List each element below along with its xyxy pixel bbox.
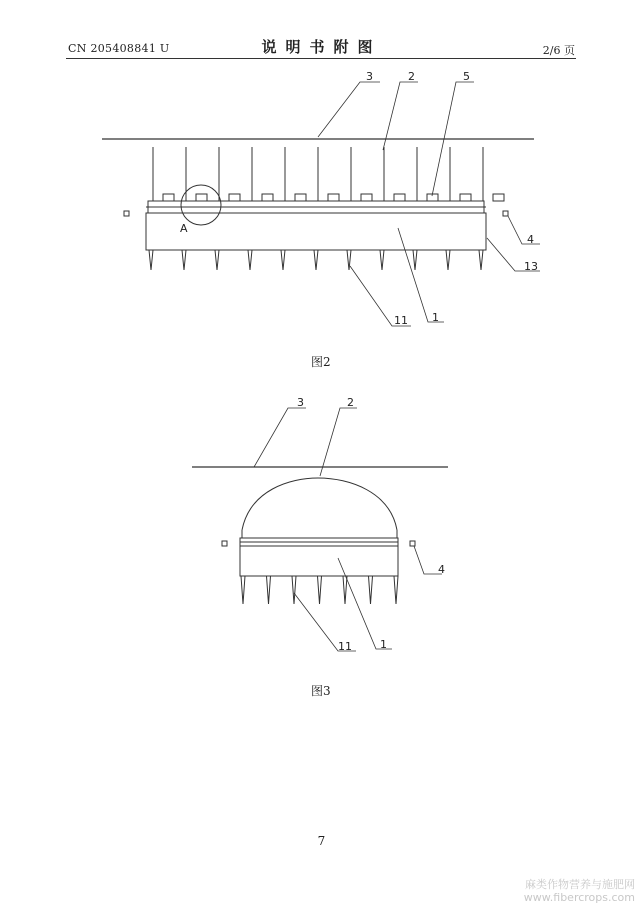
clip (196, 194, 207, 201)
spike (446, 250, 450, 270)
spike (241, 576, 245, 604)
clip (262, 194, 273, 201)
spike (318, 576, 322, 604)
spike (281, 250, 285, 270)
clip (493, 194, 504, 201)
clip (229, 194, 240, 201)
page-title: 说明书附图 (261, 38, 382, 56)
patent-number: CN 205408841 U (68, 42, 170, 55)
spike (343, 576, 347, 604)
fig2-label-13: 13 (524, 260, 538, 273)
spike (394, 576, 398, 604)
spike (248, 250, 252, 270)
spike (479, 250, 483, 270)
spike (413, 250, 417, 270)
clip (460, 194, 471, 201)
watermark-line-1: 麻类作物营养与施肥网 (525, 878, 635, 891)
fig2-label-A: A (180, 222, 188, 235)
fig2-label-1: 1 (432, 311, 439, 324)
clip (394, 194, 405, 201)
fig2-label-2: 2 (408, 70, 415, 83)
spike (215, 250, 219, 270)
page-indicator: 2/6 页 (542, 44, 575, 57)
clip (328, 194, 339, 201)
clip (163, 194, 174, 201)
spike (314, 250, 318, 270)
fig2-label-5: 5 (463, 70, 470, 83)
fig2-label-4: 4 (527, 233, 534, 246)
fig3-label-1: 1 (380, 638, 387, 651)
spike (182, 250, 186, 270)
watermark-line-2: www.fibercrops.com (523, 891, 635, 904)
fig2-label-11: 11 (394, 314, 408, 327)
spike (149, 250, 153, 270)
figure-3-caption: 图3 (311, 684, 331, 698)
spike (369, 576, 373, 604)
figure-2-caption: 图2 (311, 355, 331, 369)
spike (292, 576, 296, 604)
fig3-label-11: 11 (338, 640, 352, 653)
page-number: 7 (317, 834, 326, 848)
fig2-label-3: 3 (366, 70, 373, 83)
watermark (524, 878, 635, 904)
spike (380, 250, 384, 270)
spike (267, 576, 271, 604)
fig3-label-2: 2 (347, 396, 354, 409)
fig3-label-3: 3 (297, 396, 304, 409)
fig3-label-4: 4 (438, 563, 445, 576)
clip (295, 194, 306, 201)
clip (361, 194, 372, 201)
